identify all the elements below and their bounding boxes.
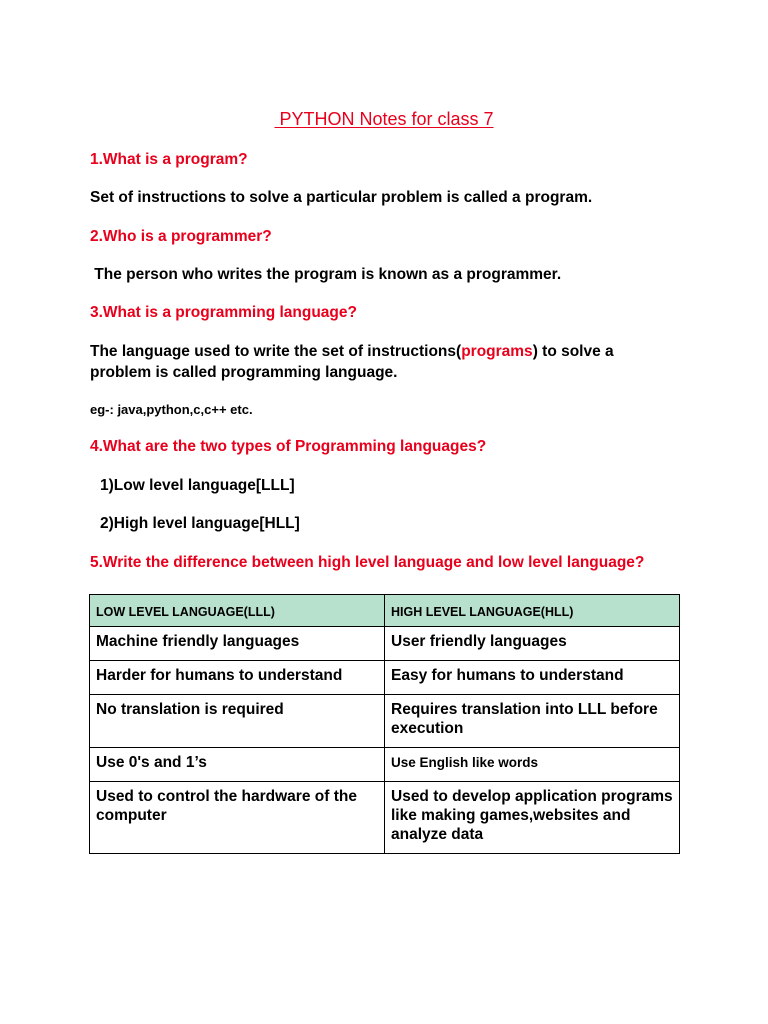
- table-row: [90, 748, 680, 782]
- answer-1: Set of instructions to solve a particular problem is called a program.: [90, 189, 593, 206]
- table-row: [90, 695, 680, 748]
- table-row: [90, 661, 680, 695]
- header-hll: HIGH LEVEL LANGUAGE(HLL): [385, 595, 680, 627]
- question-1: 1.What is a program?: [90, 151, 248, 168]
- table-cell: Harder for humans to understand: [90, 661, 385, 695]
- answer-3-line-1: [90, 341, 614, 362]
- question-5: 5.Write the difference between high level language and low level language?: [90, 554, 645, 571]
- example-languages: eg-: java,python,c,c++ etc.: [90, 402, 253, 417]
- table-cell: Easy for humans to understand: [385, 661, 680, 695]
- table-header-row: [90, 595, 680, 627]
- table-row: [90, 627, 680, 661]
- answer-3-line-2: problem is called programming language.: [90, 364, 398, 381]
- table-row: [90, 782, 680, 854]
- table-cell: Machine friendly languages: [90, 627, 385, 661]
- table-cell: Use 0's and 1’s: [90, 748, 385, 782]
- difference-table: [89, 594, 680, 854]
- answer-3-text-after: ) to solve a: [532, 343, 614, 360]
- list-item: 2)High level language[HLL]: [100, 515, 300, 532]
- table-cell: User friendly languages: [385, 627, 680, 661]
- page-title: PYTHON Notes for class 7: [274, 109, 494, 129]
- table-cell: Used to develop application programs like making games,websites and analyze data: [385, 782, 680, 854]
- list-item: 1)Low level language[LLL]: [100, 477, 295, 494]
- table-cell: No translation is required: [90, 695, 385, 748]
- table-cell: Use English like words: [385, 748, 680, 782]
- answer-2: The person who writes the program is known as a programmer.: [90, 266, 562, 283]
- header-lll: LOW LEVEL LANGUAGE(LLL): [90, 595, 385, 627]
- answer-3-highlight: programs: [461, 343, 533, 360]
- question-4: 4.What are the two types of Programming languages?: [90, 438, 487, 455]
- table-cell: Used to control the hardware of the computer: [90, 782, 385, 854]
- answer-3-text-before: The language used to write the set of instructions(: [90, 343, 462, 360]
- table-cell: Requires translation into LLL before execution: [385, 695, 680, 748]
- question-2: 2.Who is a programmer?: [90, 228, 272, 245]
- question-3: 3.What is a programming language?: [90, 304, 357, 321]
